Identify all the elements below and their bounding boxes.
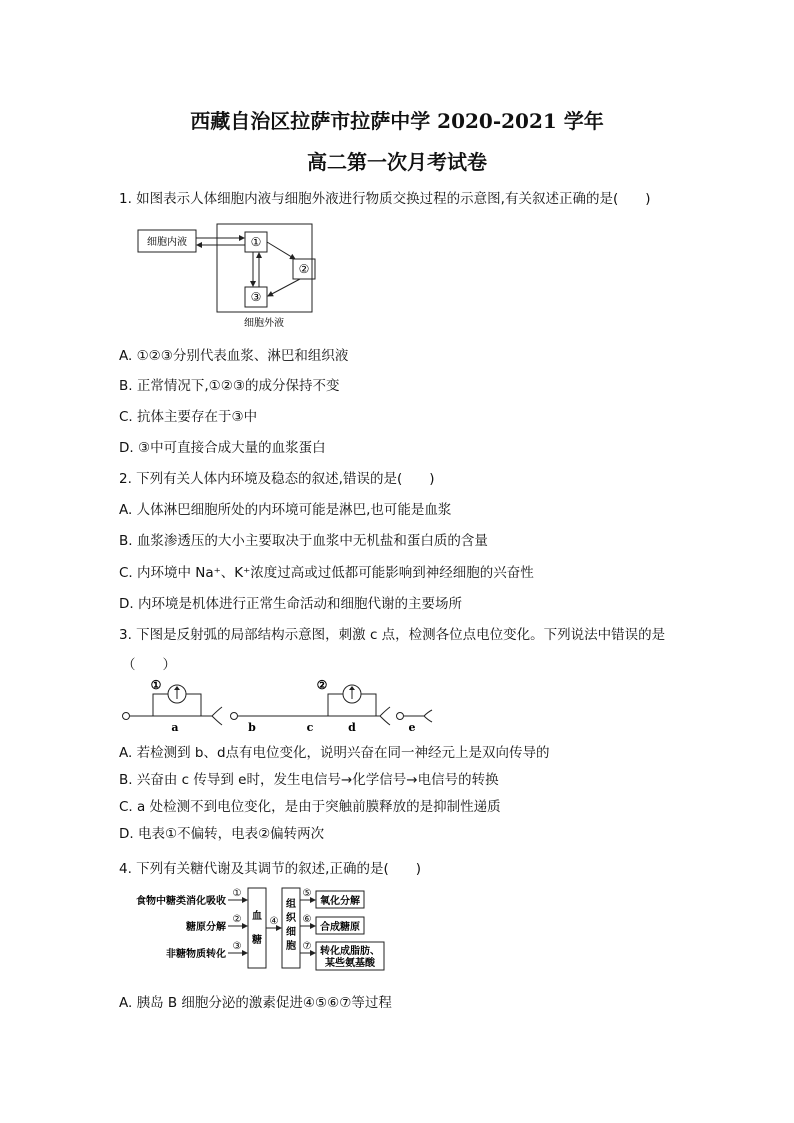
neuron-3-soma — [397, 713, 404, 720]
question-3-diagram — [118, 676, 448, 736]
point-a: a — [171, 721, 179, 734]
blood-sugar-char-1: 血 — [252, 911, 262, 922]
point-e: e — [408, 721, 416, 734]
question-4-diagram — [126, 885, 396, 975]
label-6: ⑥ — [302, 914, 312, 925]
arrow-2-to-3 — [268, 279, 300, 296]
arrow-1-to-2 — [267, 242, 295, 259]
document-title: 西藏自治区拉萨市拉萨中学 2020-2021 学年 — [190, 109, 604, 133]
output-3-line-2: 某些氨基酸 — [325, 958, 375, 969]
q4-option-a: A. 胰岛 B 细胞分泌的激素促进④⑤⑥⑦等过程 — [119, 995, 392, 1011]
q3-option-a: A. 若检测到 b、d点有电位变化，说明兴奋在同一神经元上是双向传导的 — [119, 745, 550, 761]
intracellular-label: 细胞内液 — [147, 237, 187, 248]
label-2: ② — [232, 914, 242, 925]
extracellular-label: 细胞外液 — [244, 318, 284, 329]
source-2: 糖原分解 — [186, 922, 226, 933]
box-2-label: ② — [298, 262, 310, 276]
box-3-label: ③ — [250, 290, 262, 304]
output-3-line-1: 转化成脂肪、 — [320, 946, 380, 957]
question-4-stem: 4. 下列有关糖代谢及其调节的叙述,正确的是( ) — [119, 861, 421, 877]
source-1: 食物中糖类消化吸收 — [136, 896, 226, 907]
meter-1-label: ① — [150, 678, 162, 692]
document-subtitle: 高二第一次月考试卷 — [307, 150, 487, 174]
tissue-char-1: 组 — [286, 899, 296, 910]
point-d: d — [348, 721, 356, 734]
label-5: ⑤ — [302, 888, 312, 899]
point-c: c — [306, 721, 314, 734]
q1-option-a: A. ①②③分别代表血浆、淋巴和组织液 — [119, 348, 349, 364]
output-2: 合成糖原 — [320, 922, 360, 933]
neuron-3-end — [424, 710, 432, 722]
question-3-stem-cont: （ ） — [122, 657, 176, 673]
meter-2-label: ② — [316, 678, 328, 692]
tissue-char-3: 细 — [286, 927, 296, 938]
source-3: 非糖物质转化 — [166, 949, 226, 960]
point-b: b — [248, 721, 256, 734]
q3-option-b: B. 兴奋由 c 传导到 e时，发生电信号→化学信号→电信号的转换 — [119, 772, 499, 788]
q2-option-a: A. 人体淋巴细胞所处的内环境可能是淋巴,也可能是血浆 — [119, 502, 452, 518]
synapse-1 — [212, 707, 222, 725]
blood-sugar-char-2: 糖 — [252, 935, 262, 946]
label-7: ⑦ — [302, 941, 312, 952]
question-1-diagram — [135, 222, 325, 332]
tissue-char-4: 胞 — [286, 941, 296, 952]
q3-option-c: C. a 处检测不到电位变化，是由于突触前膜释放的是抑制性递质 — [119, 799, 501, 815]
q2-option-b: B. 血浆渗透压的大小主要取决于血浆中无机盐和蛋白质的含量 — [119, 533, 488, 549]
label-1: ① — [232, 888, 242, 899]
blood-sugar-box — [248, 888, 266, 968]
q3-option-d: D. 电表①不偏转，电表②偏转两次 — [119, 826, 325, 842]
q2-option-d: D. 内环境是机体进行正常生命活动和细胞代谢的主要场所 — [119, 596, 462, 612]
tissue-char-2: 织 — [286, 913, 296, 924]
question-2-stem: 2. 下列有关人体内环境及稳态的叙述,错误的是( ) — [119, 471, 435, 487]
q1-option-b: B. 正常情况下,①②③的成分保持不变 — [119, 378, 340, 394]
synapse-2 — [380, 707, 390, 725]
label-3: ③ — [232, 941, 242, 952]
question-3-stem: 3. 下图是反射弧的局部结构示意图，刺激 c 点，检测各位点电位变化。下列说法中错误的是 — [119, 627, 666, 643]
label-4: ④ — [269, 916, 279, 927]
q2-option-c: C. 内环境中 Na⁺、K⁺浓度过高或过低都可能影响到神经细胞的兴奋性 — [119, 565, 534, 581]
box-1-label: ① — [250, 235, 262, 249]
neuron-1-soma — [123, 713, 130, 720]
output-1: 氧化分解 — [320, 896, 360, 907]
neuron-2-soma — [231, 713, 238, 720]
q1-option-c: C. 抗体主要存在于③中 — [119, 409, 258, 425]
question-1-stem: 1. 如图表示人体细胞内液与细胞外液进行物质交换过程的示意图,有关叙述正确的是( ) — [119, 191, 651, 207]
q1-option-d: D. ③中可直接合成大量的血浆蛋白 — [119, 440, 326, 456]
